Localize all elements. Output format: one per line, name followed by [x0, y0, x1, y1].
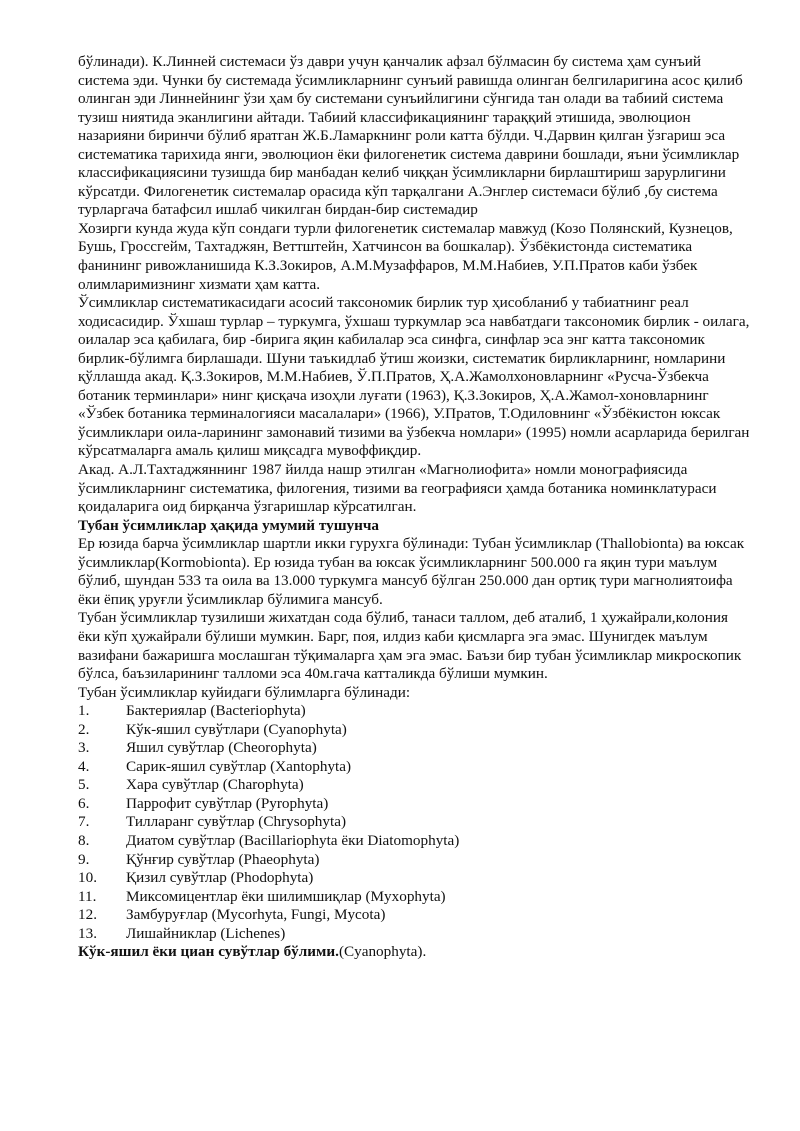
list-item-text: Замбуруғлар (Mycorhyta, Fungi, Mycota) — [126, 906, 386, 924]
paragraph-divisions-intro: Тубан ўсимликлар куйидаги бўлимларга бўлинади: — [78, 683, 411, 701]
list-item-number: 13. — [78, 924, 97, 942]
paragraph-plant-groups: Ер юзида барча ўсимликлар шартли икки гурухга бўлинади: Тубан ўсимликлар (Thallobionta) ва юксак ўсимликлар(Kormobionta). Ер юзида тубан ва юксак ўсимликларнинг 500.000 га яқин тури маълум бўлиб, шундан 533 та оила ва 13.000 туркумга мансуб бўлган 250.000 дан ортиқ тури магнолиятоифа ёки ёпиқ уруғли ўсимликлар бўлимига мансуб. — [78, 535, 745, 608]
list-item-number: 10. — [78, 869, 97, 887]
list-item — [78, 758, 750, 777]
list-item — [78, 795, 750, 814]
list-item — [78, 925, 750, 944]
list-item-text: Кўк-яшил сувўтлари (Cyanophyta) — [126, 720, 347, 738]
list-item-text: Яшил сувўтлар (Cheorophyta) — [126, 739, 317, 757]
list-item-number: 1. — [78, 702, 90, 720]
list-item-text: Миксомицентлар ёки шилимшиқлар (Myxophyta) — [126, 887, 446, 905]
list-item-number: 5. — [78, 776, 90, 794]
closing-section-title — [78, 943, 750, 962]
closing-title-latin: (Cyanophyta). — [338, 943, 427, 961]
list-item-number: 3. — [78, 739, 90, 757]
list-item — [78, 721, 750, 740]
list-item-number: 6. — [78, 794, 90, 812]
list-item-number: 4. — [78, 757, 90, 775]
list-item-text: Хара сувўтлар (Charophyta) — [126, 776, 304, 794]
paragraph-phylogenetic-systems: Хозирги кунда жуда кўп сондаги турли филогенетик системалар мавжуд (Козо Полянский, Кузнецов, Бушь, Гроссгейм, Тахтаджян, Веттштейн, Хатчинсон ва бошкалар). Ўзбёкистонда систематика фанининг ривожланишида К.З.Зокиров, А.М.Музаффаров, М.М.Набиев, У.П.Пратов каби ўзбек олимларимизнинг хизмати ҳам катта. — [78, 219, 733, 293]
list-item — [78, 832, 750, 851]
list-item-text: Қизил сувўтлар (Phodophyta) — [126, 869, 314, 887]
list-item-number: 9. — [78, 850, 90, 868]
list-item-number: 2. — [78, 720, 90, 738]
list-item-text: Диатом сувўтлар (Bacillariophyta ёки Diatomophyta) — [126, 831, 460, 849]
paragraph-linnaeus-system: бўлинади). К.Линней системаси ўз даври учун қанчалик афзал бўлмасин бу система ҳам сунъий система эди. Чунки бу системада ўсимликларнинг сунъий равишда олинган белгиларигина асос қилиб олинган эди Линнейнинг ўзи ҳам бу системани сунъийлигини сўнгида тан олади ва табиий система тузиш ниятида эканлигини айтади. Табиий классификациянинг тараққий этишида, эволюцион назарияни биринчи бўлиб яратган Ж.Б.Ламаркнинг роли катта бўлди. Ч.Дарвин қилган ўзгариш эса систематика тарихида янги, эволюцион ёки филогенетик система даврини бошлади, яъни ўсимликлар классификациясини тузишда бир манбадан келиб чиққан ўсимликларни бирлаштириш зарурлигини кўрсатди. Филогенетик системалар орасида кўп тарқалгани А.Энглер системаси бўлиб ,бу система турларгача батафсил ишлаб чикилган бирдан-бир системадир — [78, 53, 743, 219]
list-item — [78, 813, 750, 832]
list-item — [78, 739, 750, 758]
list-item — [78, 888, 750, 907]
document-page — [78, 53, 750, 962]
list-item-number: 11. — [78, 887, 97, 905]
list-item-text: Тилларанг сувўтлар (Chrysophyta) — [126, 813, 347, 831]
closing-title-bold: Кўк-яшил ёки циан сувўтлар бўлими. — [78, 943, 339, 961]
list-item-text: Паррофит сувўтлар (Pyrophyta) — [126, 794, 329, 812]
list-item-text: Лишайниклар (Lichenes) — [126, 924, 286, 942]
list-item — [78, 776, 750, 795]
list-item-number: 7. — [78, 813, 90, 831]
divisions-list — [78, 702, 750, 943]
list-item — [78, 906, 750, 925]
paragraph-takhtajan: Акад. А.Л.Тахтаджяннинг 1987 йилда нашр этилган «Магнолиофита» номли монографиясида ўсимликларнинг систематика, филогения, тизими ва географияси ҳамда ботаника номинклатураси қоидаларига оид бирқанча ўзгаришлар кўрсатилган. — [78, 461, 717, 516]
section-heading-lower-plants: Тубан ўсимликлар ҳақида умумий тушунча — [78, 516, 380, 534]
list-item-text: Қўнғир сувўтлар (Phaeophyta) — [126, 850, 320, 868]
list-item — [78, 851, 750, 870]
list-item-number: 12. — [78, 906, 97, 924]
list-item-text: Сарик-яшил сувўтлар (Xantophyta) — [126, 757, 352, 775]
paragraph-lower-plant-structure: Тубан ўсимликлар тузилиши жихатдан сода бўлиб, танаси таллом, деб аталиб, 1 ҳужайрали,колония ёки кўп ҳужайрали бўлиши мумкин. Барг, поя, илдиз каби қисмларга эга эмас. Шунигдек маълум вазифани бажаришга мослашган тўқималарга ҳам эга эмас. Баъзи бир тубан ўсимликлар микроскопик бўлса, баъзиларининг талломи эса 40м.гача катталикда бўлиши мумкин. — [78, 609, 742, 683]
list-item-text: Бактериялар (Bacteriophyta) — [126, 702, 306, 720]
list-item — [78, 869, 750, 888]
paragraph-taxonomic-units: Ўсимликлар систематикасидаги асосий таксономик бирлик тур ҳисобланиб у табиатнинг реал ходисасидир. Ўхшаш турлар – туркумга, ўхшаш туркумлар эса навбатдаги таксономик бирлик - оилага, оилалар эса қабилага, бир -бирига яқин кабилалар эса синфга, синфлар эса энг катта таксономик бирлик-бўлимга бирлашади. Шуни таъкидлаб ўтиш жоизки, систематик бирликларнинг, номларини қўллашда акад. Қ.З.Зокиров, М.М.Набиев, Ў.П.Пратов, Ҳ.А.Жамолхоновларнинг «Русча-Ўзбекча ботаник терминлари» нинг қисқача изоҳли луғати (1963), Қ.З.Зокиров, Ҳ.А.Жамол-хоновларнинг «Ўзбек ботаника терминалогияси масалалари» (1966), У.Пратов, Т.Одиловнинг «Ўзбёкистон юксак ўсимликлари оила-ларининг замонавий тизими ва ўзбекча номлари» (1995) номли асарларида берилган кўрсатмаларга амаль қилиш миқсадга мувоффиқдир. — [78, 294, 750, 460]
list-item-number: 8. — [78, 831, 90, 849]
list-item — [78, 702, 750, 721]
